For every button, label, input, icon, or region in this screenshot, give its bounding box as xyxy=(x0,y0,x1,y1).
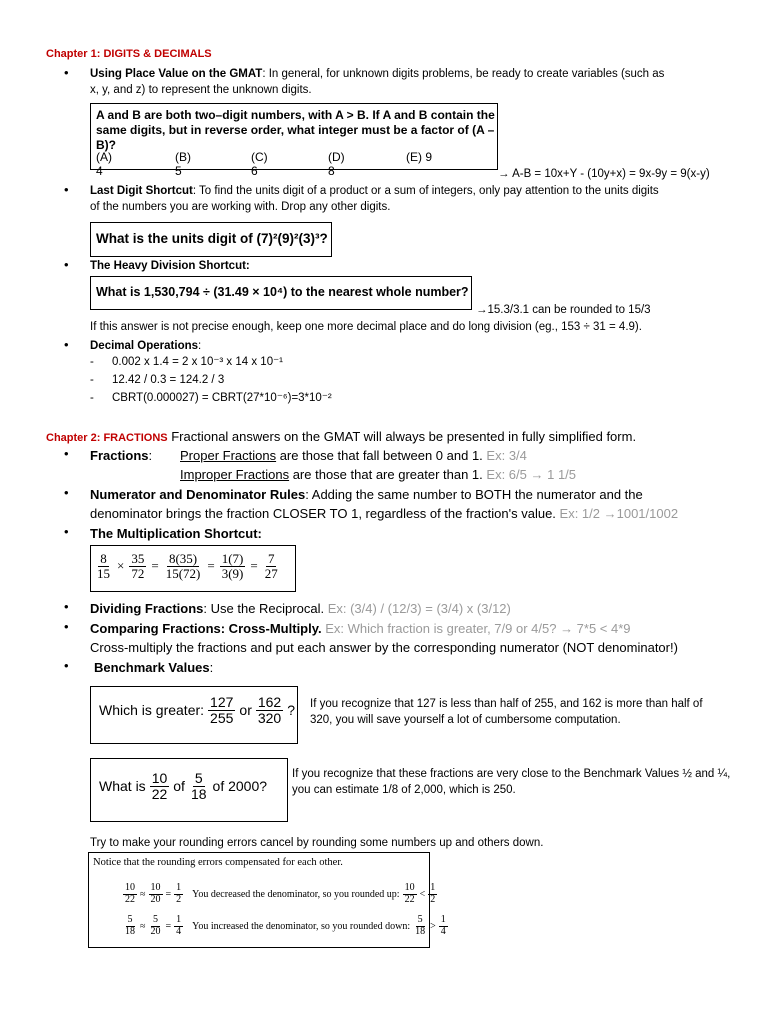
last-digit-label: Last Digit Shortcut xyxy=(90,185,193,197)
benchmark-label: Benchmark Values xyxy=(94,660,210,675)
bullet-dot: • xyxy=(64,619,69,634)
bullet-dot: • xyxy=(64,65,69,80)
num-denom-paragraph xyxy=(90,485,740,523)
decimal-op-item: CBRT(0.000027) = CBRT(27*10⁻⁶)=3*10⁻² xyxy=(112,392,332,404)
division-question: What is 1,530,794 ÷ (31.49 × 10⁴) to the nearest whole number? xyxy=(96,285,469,299)
rounding-box-title: Notice that the rounding errors compensated for each other. xyxy=(93,857,343,868)
bullet-dot: • xyxy=(64,524,69,539)
of-word: of xyxy=(173,778,185,795)
bullet-dot: • xyxy=(64,446,69,461)
num-denom-text-b: denominator brings the fraction CLOSER TO 1, regardless of the fraction's value. xyxy=(90,506,556,521)
benchmark-1-question: Which is greater: xyxy=(99,702,205,719)
benchmark-1-note: If you recognize that 127 is less than half of 255, and 162 is more than half of 320, you will save yourself a lot of cumbersome computation. xyxy=(310,698,703,726)
question-mark: ? xyxy=(287,702,296,719)
improper-fractions-line xyxy=(180,465,576,484)
dividing-fractions-line xyxy=(90,599,511,618)
fraction: $\frac{7}{27}$ xyxy=(264,551,278,581)
decimal-ops-list: - 0.002 x 1.4 = 2 x 10⁻³ x 14 x 10⁻¹ - 12.42 / 0.3 = 124.2 / 3 - CBRT(0.000027) = CBRT(27*10⁻⁶)=3*10⁻² xyxy=(90,356,332,404)
bullet-dot: • xyxy=(64,485,69,500)
answer-choice-a: (A) 4 xyxy=(96,150,112,178)
multiplication-box: $\frac{8}{15}$ × $\frac{35}{72}$ = $\frac{8(35)}{15(72)}$ = $\frac{1(7)}{3(9)}$ = $\frac{7}{27}$ xyxy=(90,545,296,592)
fraction: $\frac{10}{22}$ xyxy=(151,770,168,802)
fraction: $\frac{8(35)}{15(72)}$ xyxy=(165,551,201,581)
benchmark-label-row: Benchmark Values: xyxy=(94,660,214,675)
answer-choice-d: (D) 8 xyxy=(328,150,345,178)
or-word: or xyxy=(239,702,252,719)
fraction: $\frac{127}{255}$ xyxy=(210,694,234,726)
improper-fractions-term: Improper Fractions xyxy=(180,467,290,482)
num-denom-text-a: : Adding the same number to BOTH the numerator and the xyxy=(305,487,643,502)
answer-choice-e: (E) 9 xyxy=(406,150,433,164)
bullet-dot: • xyxy=(64,257,69,272)
digits-solution xyxy=(498,166,710,182)
heavy-division-label: The Heavy Division Shortcut: xyxy=(90,260,250,272)
cross-multiply-example: Ex: Which fraction is greater, 7/9 or 4/5? → 7*5 < 4*9 xyxy=(325,621,631,636)
last-digit-text-a: : To find the units digit of a product or a sum of integers, only pay attention to the units digits xyxy=(192,185,659,197)
division-note: If this answer is not precise enough, keep one more decimal place and do long division (eg., 153 ÷ 31 = 4.9). xyxy=(90,321,642,333)
fraction: $\frac{1(7)}{3(9)}$ xyxy=(221,551,244,581)
fraction: $\frac{8}{15}$ xyxy=(97,551,110,581)
dividing-fractions-text: : Use the Reciprocal. xyxy=(203,601,325,616)
decimal-op-item: 0.002 x 1.4 = 2 x 10⁻³ x 14 x 10⁻¹ xyxy=(112,356,284,368)
chapter-2-heading xyxy=(46,427,636,446)
arrow-icon: → xyxy=(498,168,510,180)
num-denom-label: Numerator and Denominator Rules xyxy=(90,487,306,502)
rounding-box xyxy=(88,852,446,948)
bullet-dot: • xyxy=(64,182,69,197)
cross-multiply-text: Cross-multiply the fractions and put each answer by the corresponding numerator (NOT denominator!) xyxy=(90,640,678,655)
multiplication-label: The Multiplication Shortcut: xyxy=(90,526,262,541)
decimal-ops-label-row: Decimal Operations: xyxy=(90,340,202,352)
benchmark-box-2 xyxy=(90,758,288,822)
chapter-2-intro: Fractional answers on the GMAT will always be presented in fully simplified form. xyxy=(167,429,637,444)
fraction: $\frac{35}{72}$ xyxy=(131,551,145,581)
rounding-row-1: $\frac{10}{22}$ ≈ $\frac{10}{20}$ = $\frac{1}{2}$ You decreased the denominator, so you rounded up: $\frac{10}{22}$ < $\frac{1}{2}$ xyxy=(125,882,436,905)
question-box-units xyxy=(90,222,332,257)
chapter-2-title: Chapter 2: FRACTIONS xyxy=(46,432,168,444)
chapter-1-title: Chapter 1: DIGITS & DECIMALS xyxy=(46,48,212,60)
benchmark-box-1 xyxy=(90,686,298,744)
rounding-row-1-text: You decreased the denominator, so you rounded up: xyxy=(192,888,400,900)
answer-choice-c: (C) 6 xyxy=(251,150,268,178)
division-solution-text: 15.3/3.1 can be rounded to 15/3 xyxy=(487,304,651,316)
fractions-label: Fractions xyxy=(90,448,149,463)
question-line-2: same digits, but in reverse order, what integer must be a factor of (A – B)? xyxy=(96,123,495,152)
benchmark-2-question: What is xyxy=(99,778,146,795)
fraction: $\frac{5}{18}$ xyxy=(190,770,207,802)
bullet-dot: • xyxy=(64,658,69,673)
last-digit-text-b: of the numbers you are working with. Drop any other digits. xyxy=(90,201,391,213)
dividing-fractions-example: Ex: (3/4) / (12/3) = (3/4) x (3/12) xyxy=(327,601,511,616)
proper-fractions-line xyxy=(180,446,527,465)
question-box-division xyxy=(90,276,472,310)
place-value-paragraph xyxy=(90,66,730,98)
num-denom-example: Ex: 1/2 →1001/1002 xyxy=(559,506,679,521)
place-value-text-a: : In general, for unknown digits problems, be ready to create variables (such as xyxy=(262,68,665,80)
arrow-icon: → xyxy=(476,304,488,316)
place-value-label: Using Place Value on the GMAT xyxy=(90,68,263,80)
question-end: of 2000? xyxy=(212,778,268,795)
benchmark-2-note: If you recognize that these fractions are very close to the Benchmark Values ½ and ¼, you can estimate 1/8 of 2,000, which is 250. xyxy=(292,768,731,796)
bullet-dot: • xyxy=(64,599,69,614)
bullet-dot: • xyxy=(64,337,69,352)
last-digit-paragraph xyxy=(90,183,730,215)
proper-fractions-example: Ex: 3/4 xyxy=(486,448,527,463)
units-question: What is the units digit of (7)²(9)²(3)³? xyxy=(96,231,328,246)
improper-fractions-text: are those that are greater than 1. xyxy=(289,467,483,482)
rounding-row-2-text: You increased the denominator, so you rounded down: xyxy=(192,920,411,932)
rounding-text: Try to make your rounding errors cancel by rounding some numbers up and others down. xyxy=(90,837,544,849)
improper-fractions-example: Ex: 6/5 → 1 1/5 xyxy=(486,467,577,482)
rounding-row-2: $\frac{5}{18}$ ≈ $\frac{5}{20}$ = $\frac{1}{4}$ You increased the denominator, so you rounded down: $\frac{5}{18}$ > $\frac{1}{4}$ xyxy=(125,914,446,937)
proper-fractions-term: Proper Fractions xyxy=(180,448,277,463)
fraction: $\frac{162}{320}$ xyxy=(257,694,282,726)
digits-solution-text: A-B = 10x+Y - (10y+x) = 9x-9y = 9(x-y) xyxy=(512,168,710,180)
cross-multiply-line xyxy=(90,619,631,638)
fractions-label-row: Fractions: xyxy=(90,448,153,463)
answer-choice-b: (B) 5 xyxy=(175,150,191,178)
dividing-fractions-label: Dividing Fractions xyxy=(90,601,204,616)
question-box-digits xyxy=(90,103,498,178)
decimal-op-item: 12.42 / 0.3 = 124.2 / 3 xyxy=(112,374,225,386)
decimal-ops-label: Decimal Operations xyxy=(90,340,199,352)
question-line-1: A and B are both two–digit numbers, with A > B. If A and B contain the xyxy=(96,108,495,122)
proper-fractions-text: are those that fall between 0 and 1. xyxy=(276,448,483,463)
division-solution xyxy=(476,302,651,318)
place-value-text-b: x, y, and z) to represent the unknown digits. xyxy=(90,84,312,96)
cross-multiply-label: Comparing Fractions: Cross-Multiply. xyxy=(90,621,322,636)
